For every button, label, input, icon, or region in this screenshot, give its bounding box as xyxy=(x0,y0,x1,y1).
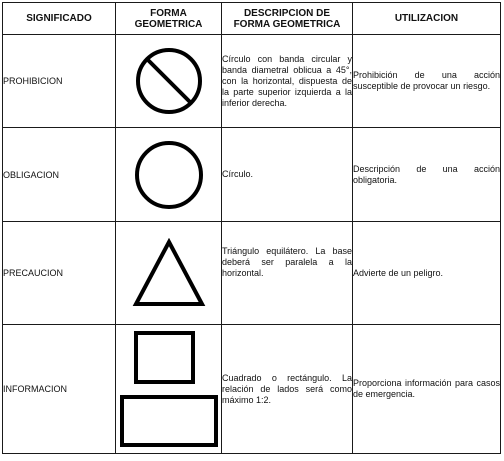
signs-table xyxy=(2,2,501,454)
header-shape-line2: GEOMETRICA xyxy=(134,18,203,30)
row-meaning: INFORMACION xyxy=(3,325,116,454)
row-usage: Proporciona información para casos de emergencia. xyxy=(353,325,501,454)
table-row xyxy=(3,35,501,128)
row-meaning: PRECAUCION xyxy=(3,222,116,325)
table-row xyxy=(3,325,501,454)
row-description-text: Triángulo equilátero. La base deberá ser paralela a la horizontal. xyxy=(222,245,352,278)
row-meaning: OBLIGACION xyxy=(3,128,116,222)
header-shape xyxy=(116,3,222,35)
header-shape-line1: FORMA xyxy=(150,7,187,19)
triangle-icon xyxy=(132,238,206,308)
circle-icon xyxy=(133,139,205,211)
row-description: Círculo. xyxy=(222,128,353,222)
row-usage: Prohibición de una acción susceptible de provocar un riesgo. xyxy=(353,35,501,128)
row-usage: Descripción de una acción obligatoria. xyxy=(353,128,501,222)
row-description xyxy=(222,222,353,325)
signs-table-frame xyxy=(2,2,500,456)
prohibition-circle-icon xyxy=(134,46,204,116)
row-shape xyxy=(116,128,222,222)
header-description xyxy=(222,3,353,35)
row-shape xyxy=(116,35,222,128)
row-description: Cuadrado o rectángulo. La relación de lados será como máximo 1:2. xyxy=(222,325,353,454)
row-shape xyxy=(116,222,222,325)
row-shape xyxy=(116,325,222,454)
rectangle-icon xyxy=(119,330,219,448)
header-meaning: SIGNIFICADO xyxy=(3,3,116,35)
table-row xyxy=(3,128,501,222)
row-meaning: PROHIBICION xyxy=(3,35,116,128)
table-row xyxy=(3,222,501,325)
row-description: Círculo con banda circular y banda diametral oblicua a 45°, con la horizontal, dispuesta de la parte superior izquierda a la inferior derecha. xyxy=(222,35,353,128)
header-desc-line1: DESCRIPCION DE xyxy=(243,7,331,19)
header-usage: UTILIZACION xyxy=(353,3,501,35)
header-desc-line2: FORMA GEOMETRICA xyxy=(233,18,341,30)
header-row xyxy=(3,3,501,35)
row-usage: Advierte de un peligro. xyxy=(353,222,501,325)
